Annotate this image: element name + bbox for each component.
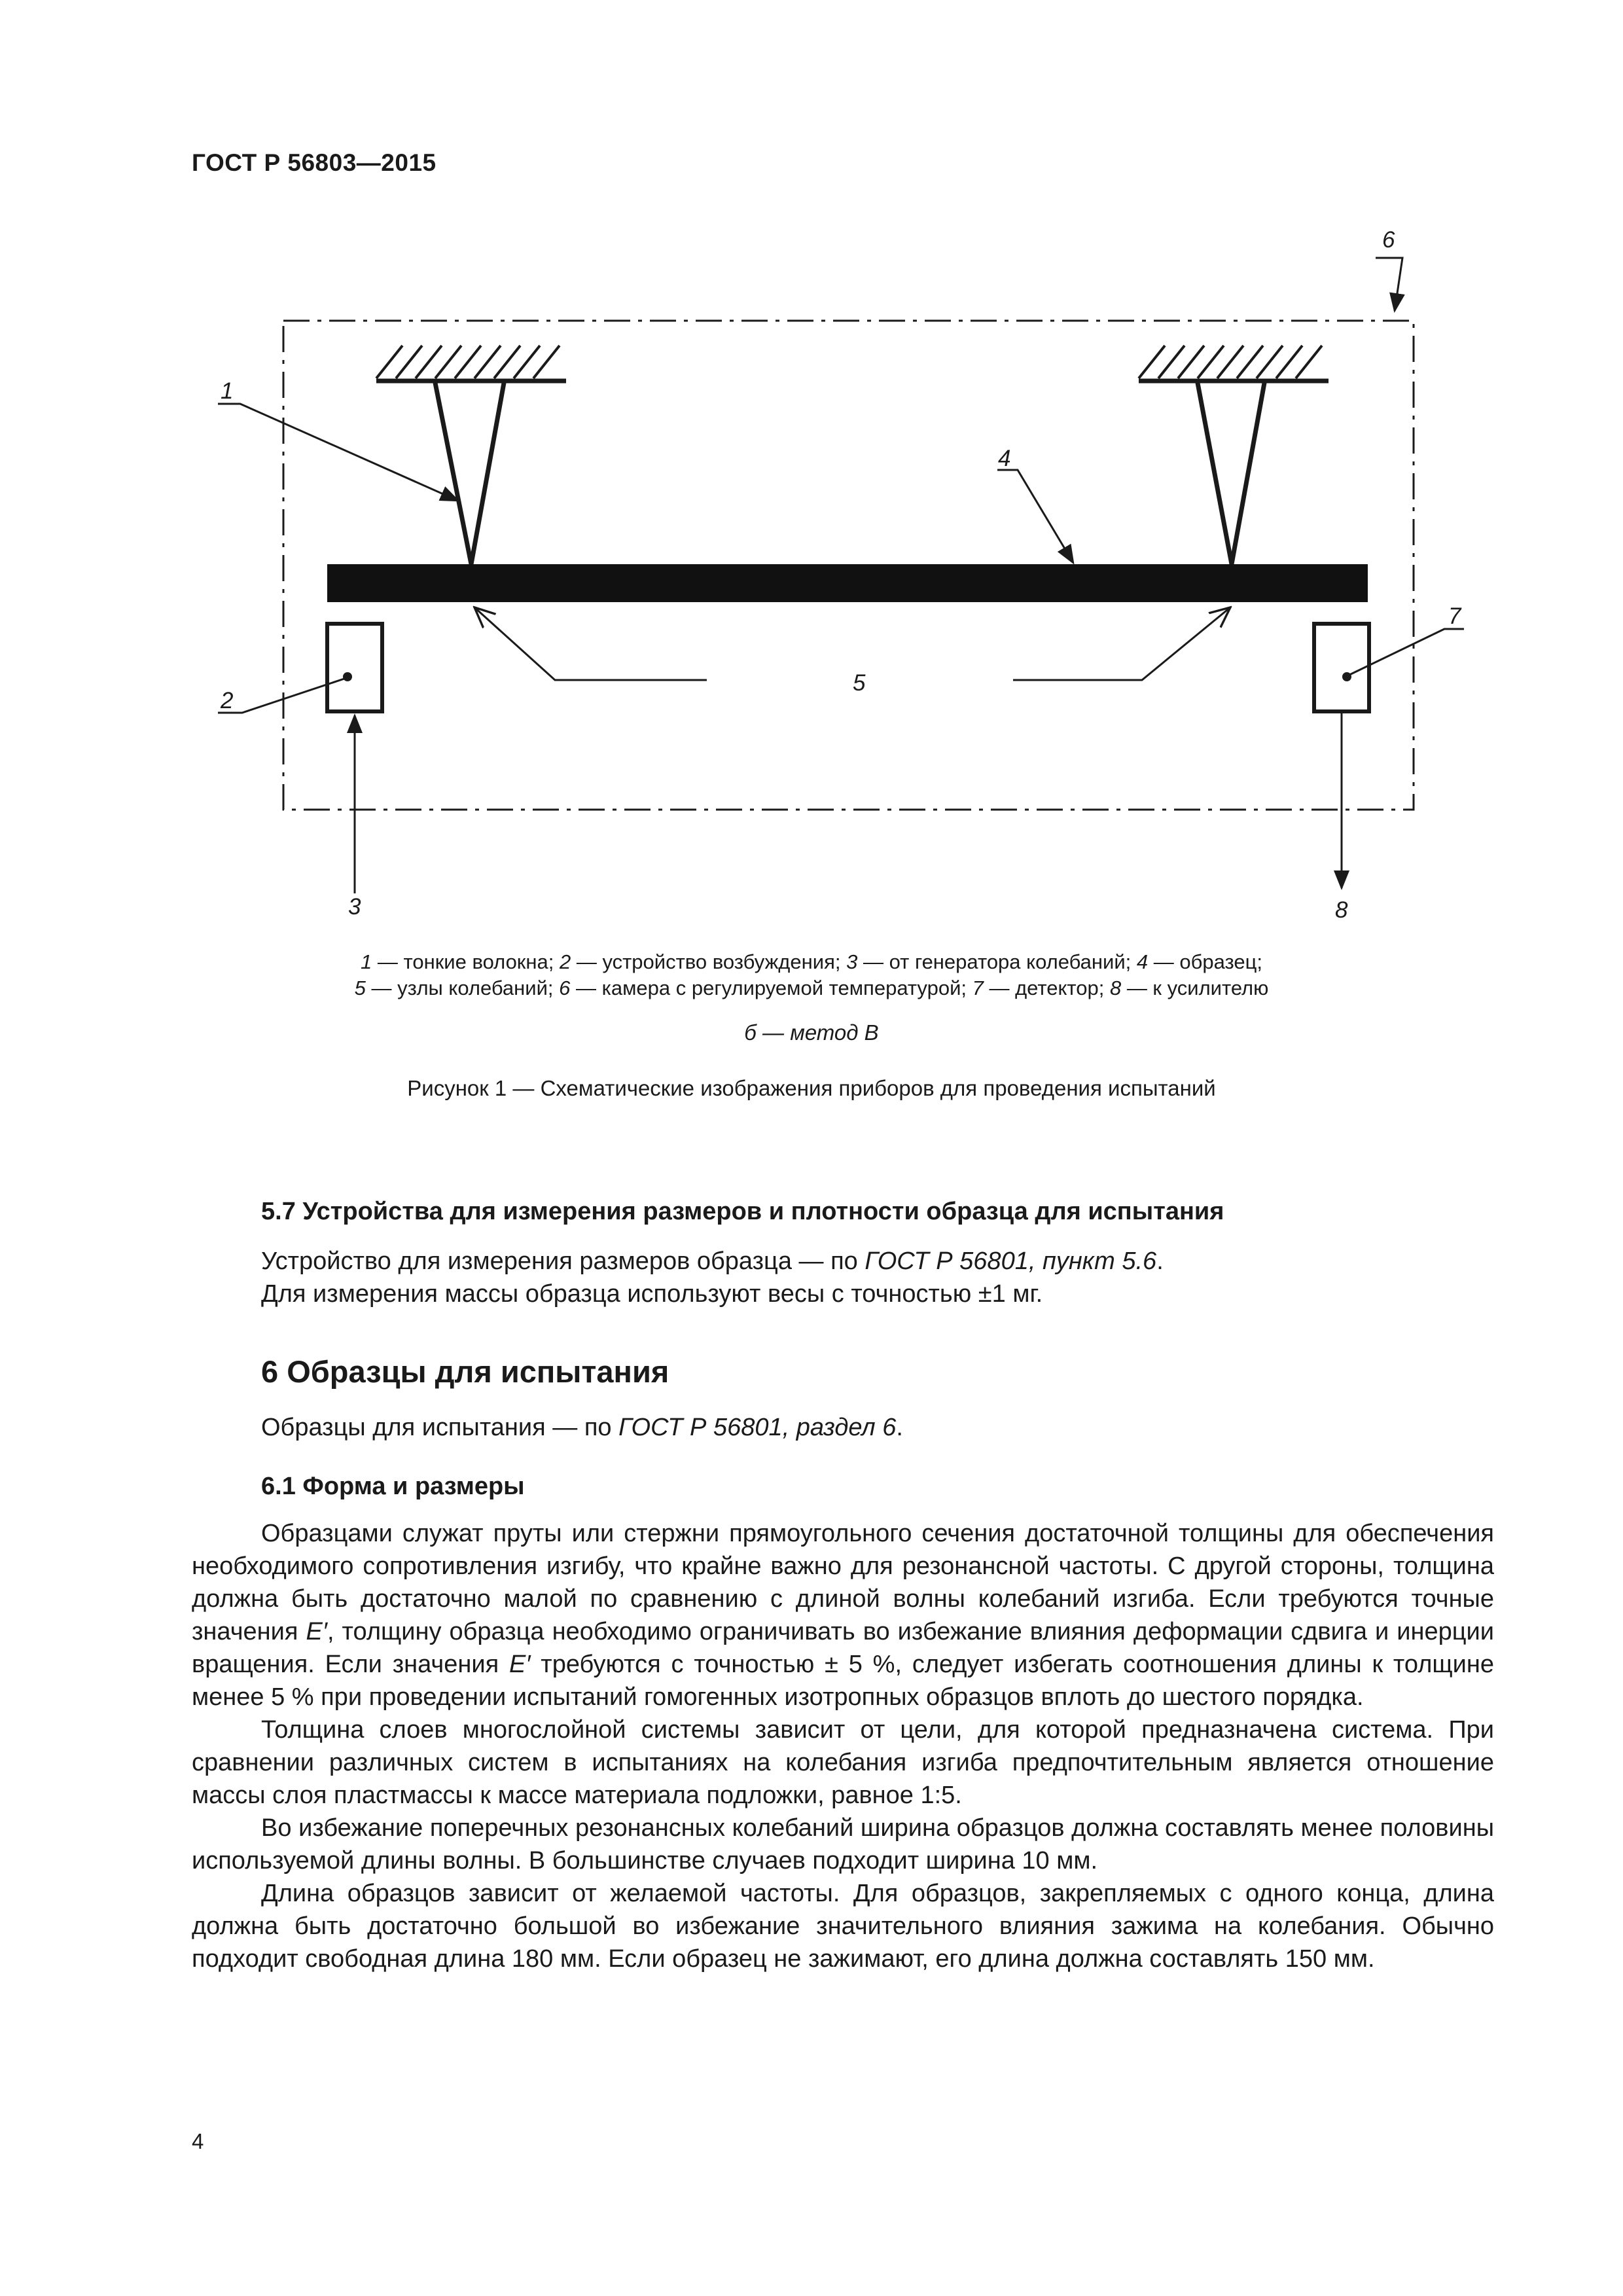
label-2: 2	[221, 688, 234, 713]
section-5-7-line-2: Для измерения массы образца используют весы с точностью ±1 мг.	[261, 1280, 1043, 1308]
leader-5-left	[474, 607, 707, 680]
text: Устройство для измерения размеров образца — по	[261, 1247, 865, 1275]
section-6-1-heading: 6.1 Форма и размеры	[261, 1473, 525, 1500]
label-5: 5	[853, 670, 866, 696]
text: .	[1156, 1247, 1164, 1275]
legend-num: 5	[354, 977, 366, 999]
legend-num: 3	[846, 950, 858, 973]
leader-7	[1349, 629, 1464, 675]
leader-1	[218, 404, 458, 501]
figure-sub-caption: б — метод В	[744, 1020, 879, 1045]
legend-text: — образец;	[1148, 950, 1262, 973]
label-7: 7	[1448, 603, 1461, 629]
right-thin-fiber	[1198, 383, 1264, 564]
right-support	[1139, 346, 1329, 564]
label-6: 6	[1382, 227, 1395, 253]
legend-num: 7	[972, 977, 984, 999]
figure-title: Рисунок 1 — Схематические изображения приборов для проведения испытаний	[407, 1076, 1216, 1100]
legend-text: — камера с регулируемой температурой;	[570, 977, 972, 999]
label-8: 8	[1335, 897, 1348, 923]
text: .	[896, 1414, 903, 1441]
legend-text: — к усилителю	[1121, 977, 1269, 999]
apparatus-diagram	[0, 0, 1623, 982]
text: Образцы для испытания — по	[261, 1414, 619, 1441]
leader-5-right	[1013, 607, 1230, 680]
text: , толщину образца необходимо ограничивать во избежание влияния деформации сдвига и инерции вращения. Если значения	[192, 1618, 1494, 1678]
label-1: 1	[221, 378, 234, 404]
page-number: 4	[192, 2129, 204, 2153]
text: требуются с точностью ± 5 %, следует избегать соотношения длины к толщине менее 5 % при проведении испытаний гомогенных изотропных образцов вплоть до шестого порядка.	[192, 1651, 1494, 1711]
legend-text: — детектор;	[983, 977, 1110, 999]
legend-num: 2	[559, 950, 571, 973]
symbol-e: E′	[306, 1618, 327, 1645]
document-header: ГОСТ Р 56803—2015	[192, 149, 437, 176]
detector-box	[1314, 624, 1369, 711]
paragraph-4: Длина образцов зависит от желаемой частоты. Для образцов, закрепляемых с одного конца, длина должна быть достаточно большой во избежание значительного влияния зажима на колебания. Обычно подходит свободная длина 180 мм. Если образец не зажимают, его длина должна составлять 150 мм.	[192, 1880, 1494, 1973]
section-6-1-body	[192, 1517, 1494, 1975]
legend-text: — от генератора колебаний;	[857, 950, 1137, 973]
paragraph-2: Толщина слоев многослойной системы зависит от цели, для которой предназначена система. При сравнении различных систем в испытаниях на колебания изгиба предпочтительным является отношение массы слоя пластмассы к массе материала подложки, равное 1:5.	[192, 1716, 1494, 1809]
figure-legend-line-1	[0, 950, 1623, 974]
legend-num: 6	[559, 977, 571, 999]
legend-num: 4	[1136, 950, 1149, 973]
legend-text: — тонкие волокна;	[372, 950, 560, 973]
section-6-heading: 6 Образцы для испытания	[261, 1354, 669, 1389]
exciter-box	[327, 624, 382, 711]
legend-num: 8	[1109, 977, 1122, 999]
left-support	[376, 346, 566, 564]
left-thin-fiber	[435, 383, 504, 564]
leader-6	[1376, 258, 1402, 311]
symbol-e: E′	[508, 1651, 531, 1678]
section-5-7-line-1	[261, 1247, 1164, 1276]
paragraph-3: Во избежание поперечных резонансных колебаний ширина образцов должна составлять менее половины используемой длины волны. В большинстве случаев подходит ширина 10 мм.	[192, 1814, 1494, 1874]
reference: ГОСТ Р 56801, раздел 6	[618, 1414, 897, 1441]
leader-4	[997, 470, 1073, 563]
legend-text: — узлы колебаний;	[365, 977, 560, 999]
label-3: 3	[348, 894, 361, 920]
section-5-7-heading: 5.7 Устройства для измерения размеров и плотности образца для испытания	[261, 1198, 1224, 1225]
text: Образцами служат пруты или стержни прямоугольного сечения достаточной толщины для обеспечения необходимого сопротивления изгибу, что крайне важно для резонансной частоты. С другой стороны, толщина должна быть достаточно малой по сравнению с длиной волны колебаний изгиба. Если требуются точные значения	[192, 1520, 1494, 1645]
paragraph-1	[192, 1517, 1494, 1713]
legend-text: — устройство возбуждения;	[571, 950, 847, 973]
legend-num: 1	[361, 950, 372, 973]
section-6-line	[261, 1414, 903, 1442]
label-4: 4	[998, 446, 1011, 471]
specimen-bar	[327, 564, 1368, 602]
figure-legend-line-2	[0, 977, 1623, 1000]
reference: ГОСТ Р 56801, пункт 5.6	[865, 1247, 1157, 1275]
